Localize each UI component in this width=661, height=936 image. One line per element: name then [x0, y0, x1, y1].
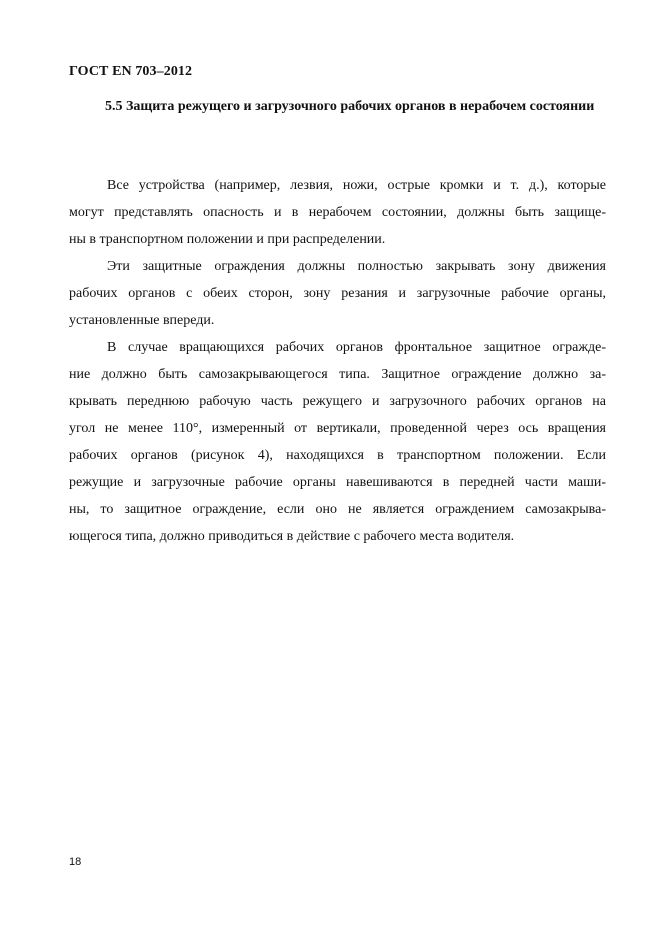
- paragraph-3-line-2: ние должно быть самозакрывающегося типа. Защитное ограждение должно за-: [69, 367, 606, 382]
- paragraph-2-line-2: рабочих органов с обеих сторон, зону резания и загрузочные рабочие органы,: [69, 286, 606, 301]
- paragraph-3-line-5: рабочих органов (рисунок 4), находящихся в транспортном положении. Если: [69, 448, 606, 463]
- paragraph-2-line-3: установленные впереди.: [69, 313, 215, 328]
- paragraph-1-line-2: могут представлять опасность и в нерабочем состоянии, должны быть защище-: [69, 205, 606, 220]
- paragraph-2-line-1: Эти защитные ограждения должны полностью закрывать зону движения: [107, 259, 606, 274]
- page-number: 18: [69, 856, 82, 868]
- paragraph-3-line-4: угол не менее 110°, измеренный от вертикали, проведенной через ось вращения: [69, 421, 606, 436]
- body-text: [69, 172, 606, 550]
- document-header: ГОСТ EN 703–2012: [69, 64, 193, 79]
- section-title: [69, 94, 606, 120]
- section-title-text: 5.5 Защита режущего и загрузочного рабочих органов в нерабочем состоянии: [105, 99, 595, 114]
- paragraph-3-line-1: В случае вращающихся рабочих органов фронтальное защитное огражде-: [107, 340, 606, 355]
- paragraph-3-line-7: ны, то защитное ограждение, если оно не является ограждением самозакрыва-: [69, 502, 606, 517]
- paragraph-3-line-3: крывать переднюю рабочую часть режущего и загрузочного рабочих органов на: [69, 394, 606, 409]
- paragraph-1-line-1: Все устройства (например, лезвия, ножи, острые кромки и т. д.), которые: [107, 178, 606, 193]
- paragraph-3-line-6: режущие и загрузочные рабочие органы навешиваются в передней части маши-: [69, 475, 606, 490]
- paragraph-3-line-8: ющегося типа, должно приводиться в действие с рабочего места водителя.: [69, 529, 515, 544]
- paragraph-1-line-3: ны в транспортном положении и при распределении.: [69, 232, 386, 247]
